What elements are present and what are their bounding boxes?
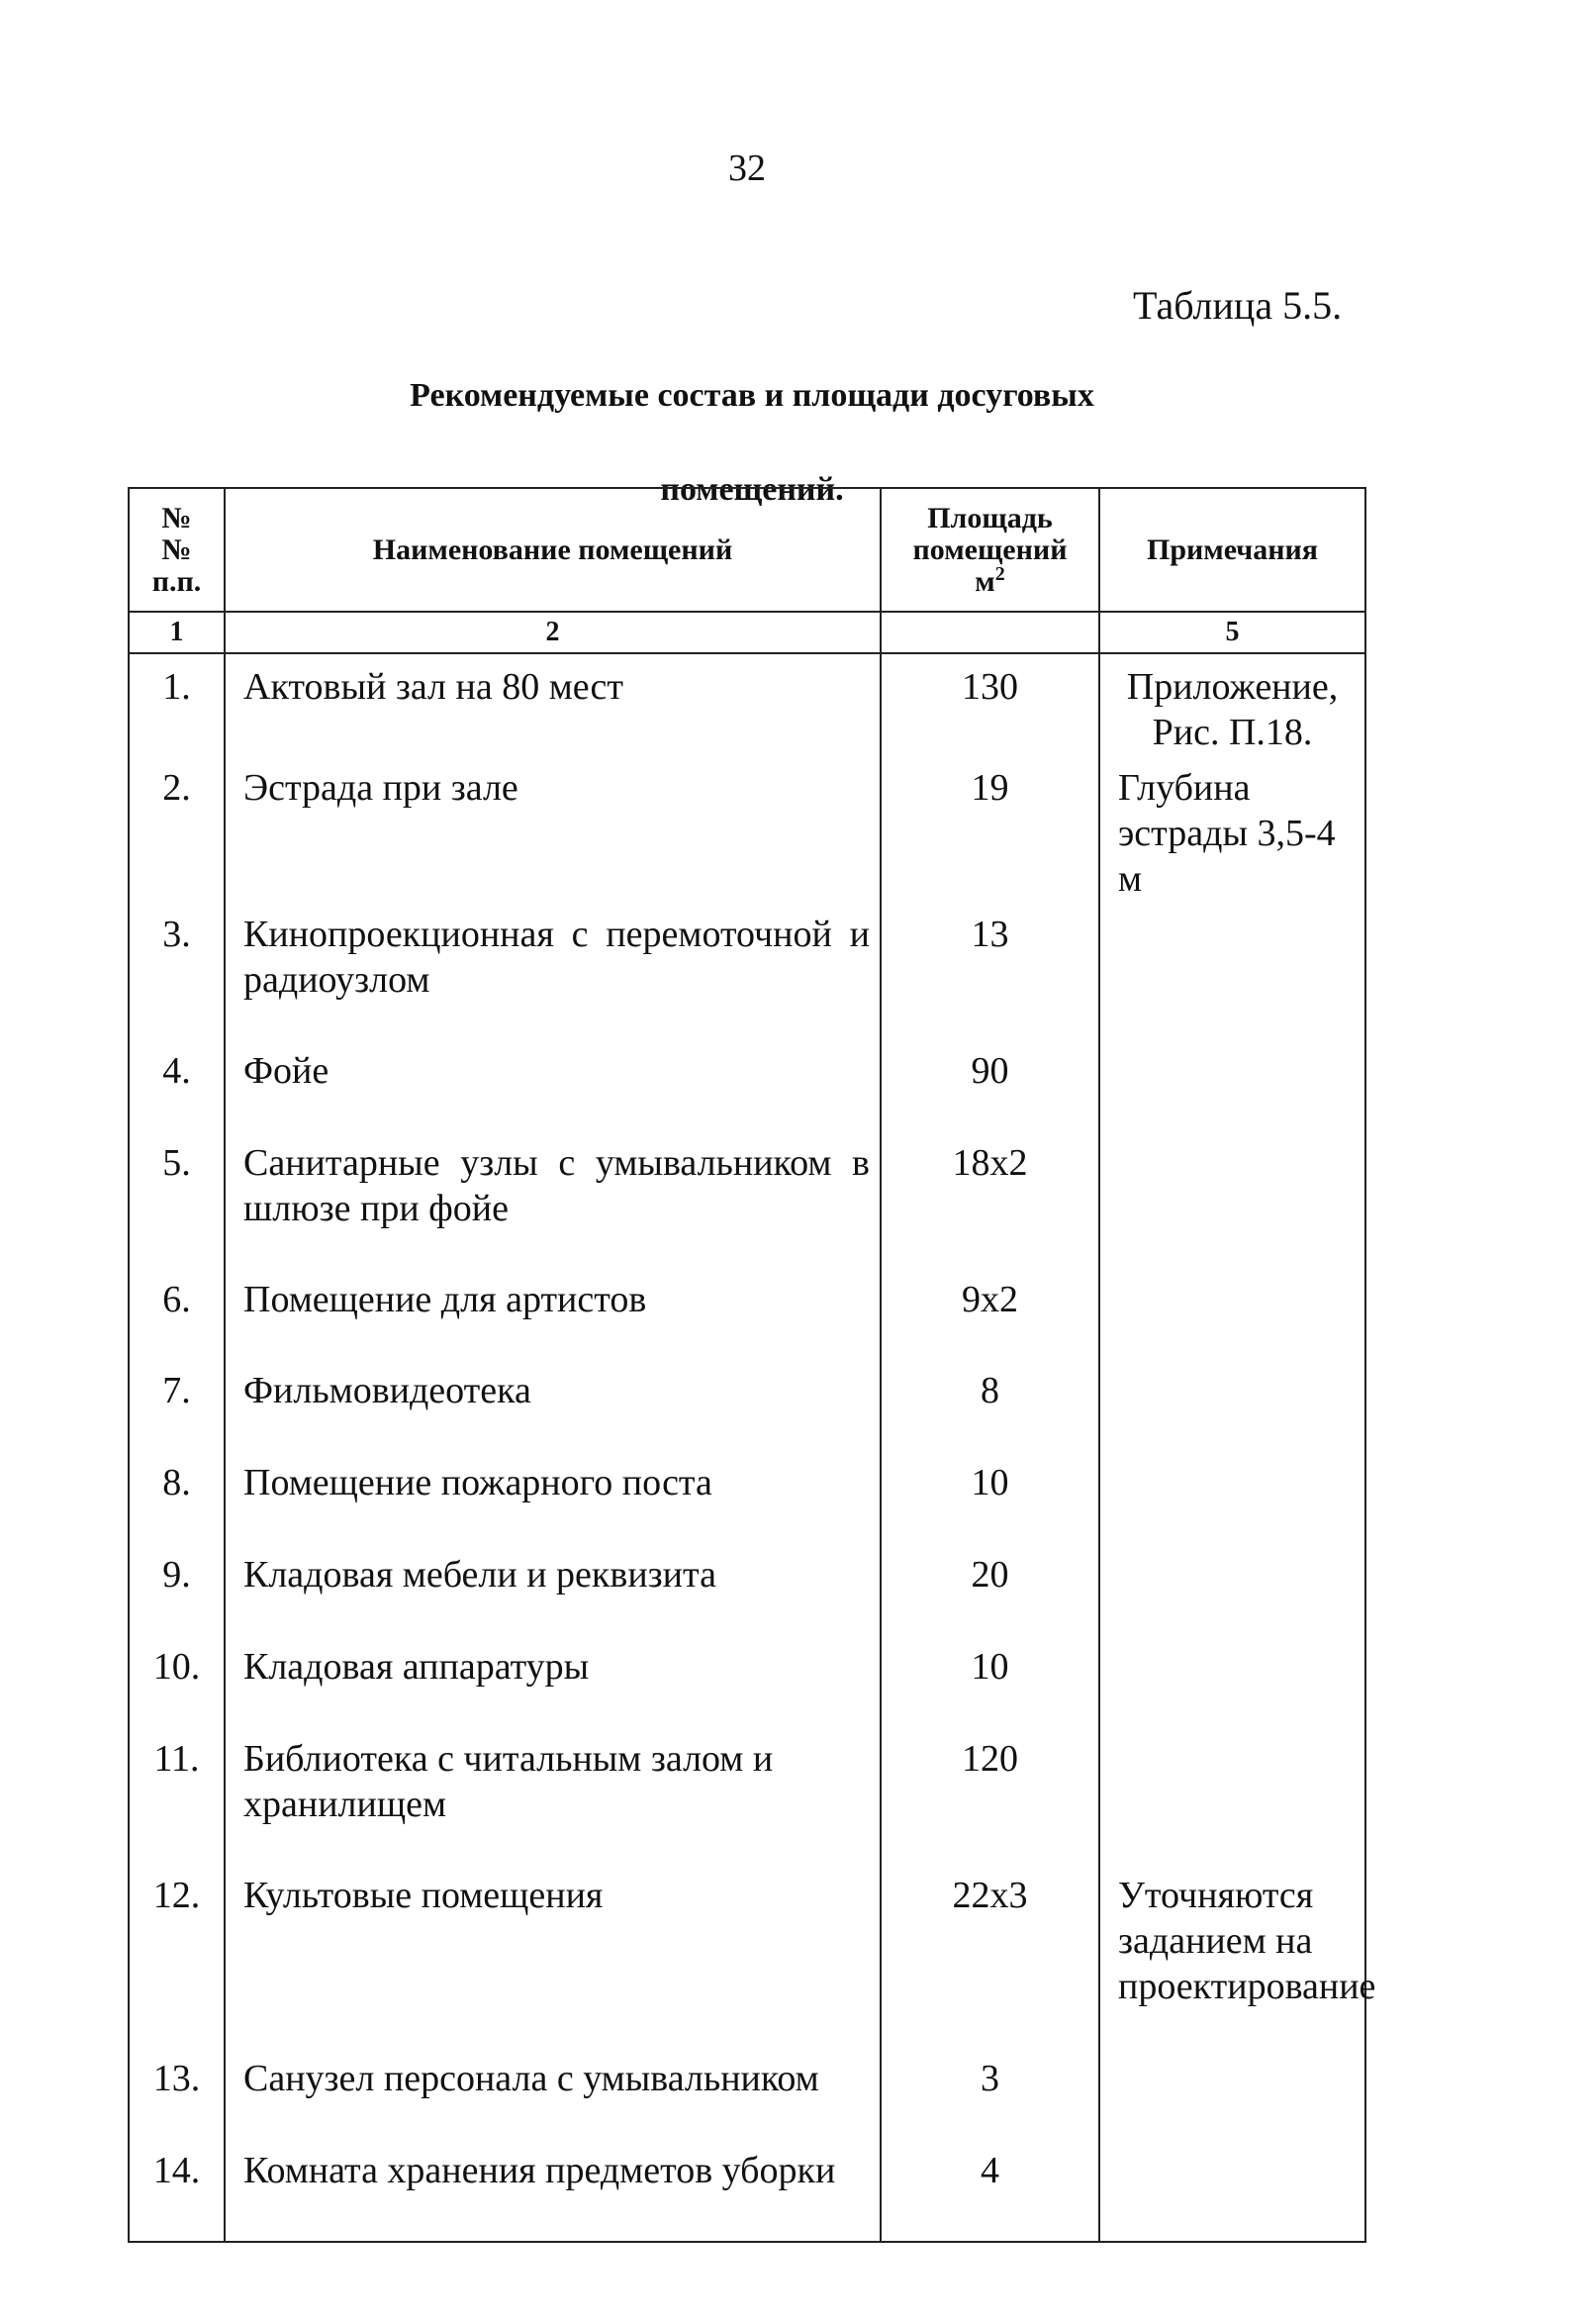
table-row <box>129 1130 1365 1267</box>
room-area: 90 <box>881 1038 1099 1130</box>
column-index-2: 2 <box>225 612 881 653</box>
table-row <box>129 1450 1365 1542</box>
title-line-1: Рекомендуемые состав и площади досуговых <box>410 377 1094 414</box>
rooms-table <box>128 487 1376 2243</box>
header-area-line-1: Площадь <box>927 501 1053 534</box>
header-area-unit <box>882 562 1098 598</box>
room-area: 120 <box>881 1726 1099 1863</box>
column-index-1: 1 <box>129 612 225 653</box>
room-name: Комната хранения предметов уборки <box>225 2138 881 2242</box>
column-index-4: 5 <box>1099 612 1365 653</box>
room-area: 4 <box>881 2138 1099 2242</box>
header-area-line-2: помещений <box>912 532 1068 566</box>
room-note <box>1099 1450 1365 1542</box>
room-note <box>1099 2138 1365 2242</box>
room-name: Санитарные узлы с умывальником в шлюзе при фойе <box>225 1130 881 1267</box>
room-note <box>1099 1726 1365 1863</box>
table-row <box>129 755 1365 902</box>
table-row <box>129 653 1365 755</box>
header-area <box>881 488 1099 612</box>
room-name: Фильмовидеотека <box>225 1358 881 1450</box>
row-number: 9. <box>129 1542 225 1634</box>
row-number: 3. <box>129 902 225 1038</box>
room-name: Кинопроекционная с перемоточной и радиоузлом <box>225 902 881 1038</box>
table-row <box>129 1358 1365 1450</box>
room-note <box>1099 902 1365 1038</box>
room-name: Кладовая аппаратуры <box>225 1634 881 1726</box>
table-row <box>129 1542 1365 1634</box>
room-area: 10 <box>881 1634 1099 1726</box>
room-area: 19 <box>881 755 1099 902</box>
header-number-line-1: № <box>161 501 192 534</box>
header-name: Наименование помещений <box>225 488 881 612</box>
room-name: Актовый зал на 80 мест <box>225 653 881 755</box>
room-area: 8 <box>881 1358 1099 1450</box>
room-name: Кладовая мебели и реквизита <box>225 1542 881 1634</box>
header-notes: Примечания <box>1099 488 1365 612</box>
room-area: 22х3 <box>881 1863 1099 2046</box>
column-index-3 <box>881 612 1099 653</box>
header-number-line-2: № <box>161 532 192 566</box>
page-number: 32 <box>728 147 766 189</box>
room-name: Культовые помещения <box>225 1863 881 2046</box>
room-name: Помещение для артистов <box>225 1267 881 1358</box>
table-row <box>129 1267 1365 1358</box>
row-number: 1. <box>129 653 225 755</box>
room-note <box>1099 1542 1365 1634</box>
area-unit-exponent: 2 <box>994 562 1005 585</box>
room-note: Уточняются заданием на проектирование <box>1099 1863 1365 2046</box>
room-note <box>1099 1358 1365 1450</box>
row-number: 4. <box>129 1038 225 1130</box>
table-row <box>129 1634 1365 1726</box>
header-number <box>129 488 225 612</box>
table-row <box>129 1863 1365 2046</box>
table-header-row <box>129 488 1365 612</box>
room-area: 130 <box>881 653 1099 755</box>
room-name: Санузел персонала с умывальником <box>225 2046 881 2138</box>
room-area: 9х2 <box>881 1267 1099 1358</box>
table-row <box>129 2046 1365 2138</box>
table-row <box>129 1726 1365 1863</box>
row-number: 12. <box>129 1863 225 2046</box>
room-area: 13 <box>881 902 1099 1038</box>
table-caption: Таблица 5.5. <box>1133 283 1343 328</box>
row-number: 13. <box>129 2046 225 2138</box>
room-area: 20 <box>881 1542 1099 1634</box>
row-number: 2. <box>129 755 225 902</box>
room-note <box>1099 1038 1365 1130</box>
table-row <box>129 902 1365 1038</box>
room-name: Библиотека с читальным залом и хранилищем <box>225 1726 881 1863</box>
room-name: Фойе <box>225 1038 881 1130</box>
room-name: Помещение пожарного поста <box>225 1450 881 1542</box>
row-number: 6. <box>129 1267 225 1358</box>
room-area: 18х2 <box>881 1130 1099 1267</box>
room-note <box>1099 1267 1365 1358</box>
room-note: Глубина эстрады 3,5-4 м <box>1099 755 1365 902</box>
row-number: 8. <box>129 1450 225 1542</box>
area-unit-base: м <box>975 564 995 598</box>
room-name: Эстрада при зале <box>225 755 881 902</box>
column-index-row <box>129 612 1365 653</box>
room-note <box>1099 1634 1365 1726</box>
row-number: 7. <box>129 1358 225 1450</box>
room-note: Приложение, Рис. П.18. <box>1099 653 1365 755</box>
title-line-2: помещений. <box>660 471 844 508</box>
header-number-line-3: п.п. <box>151 564 202 598</box>
room-area: 3 <box>881 2046 1099 2138</box>
row-number: 14. <box>129 2138 225 2242</box>
table-row <box>129 1038 1365 1130</box>
room-note <box>1099 1130 1365 1267</box>
room-area: 10 <box>881 1450 1099 1542</box>
table-row <box>129 2138 1365 2242</box>
room-note <box>1099 2046 1365 2138</box>
row-number: 11. <box>129 1726 225 1863</box>
row-number: 5. <box>129 1130 225 1267</box>
row-number: 10. <box>129 1634 225 1726</box>
